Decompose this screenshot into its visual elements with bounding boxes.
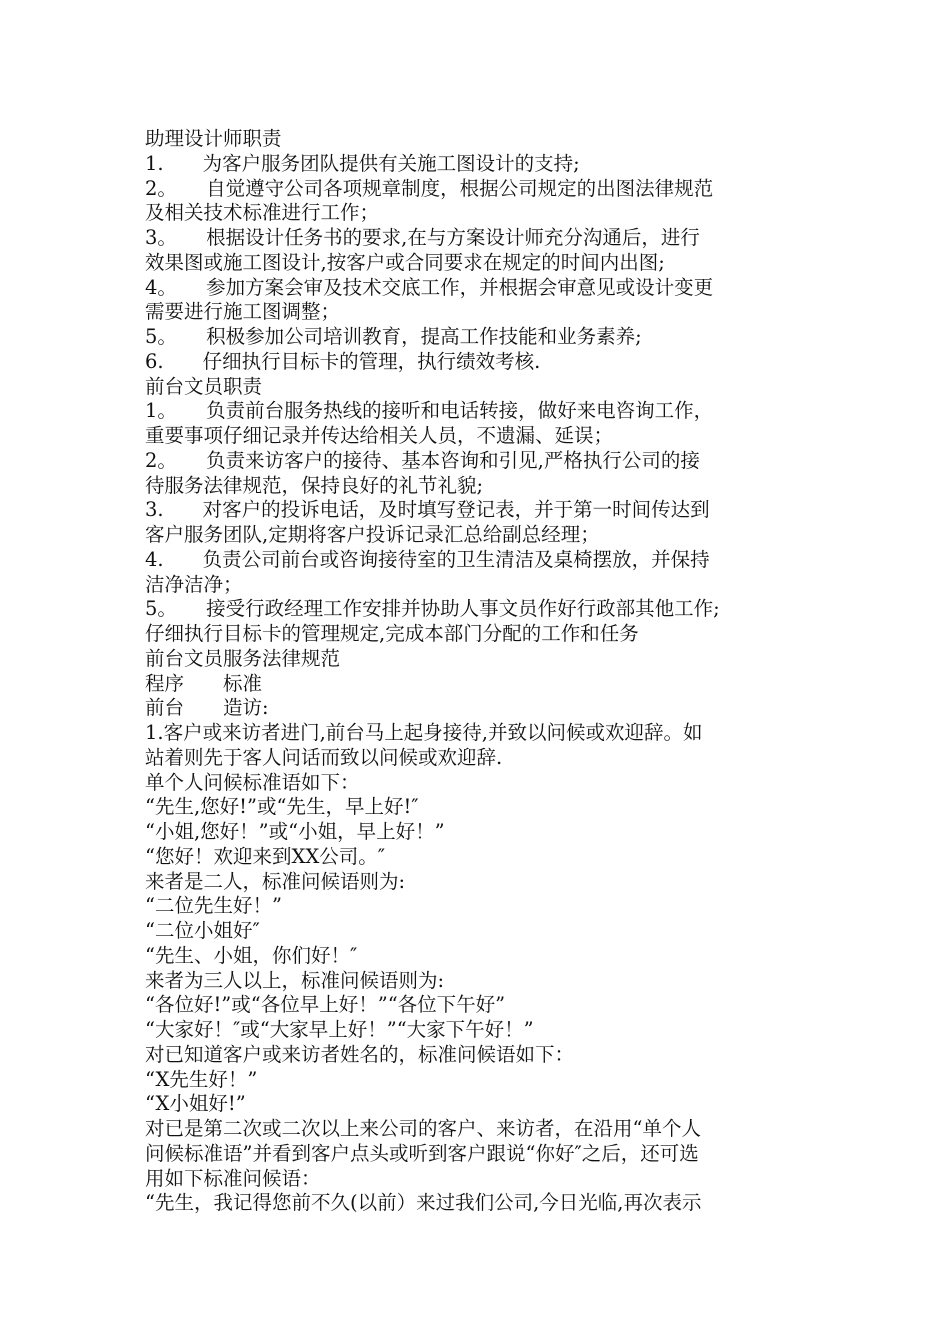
text-line: 仔细执行目标卡的管理规定,完成本部门分配的工作和任务	[145, 622, 639, 645]
text-line: 洁净洁净；	[145, 572, 243, 596]
text-line: 2。 负责来访客户的接待、基本咨询和引见,严格执行公司的接	[145, 448, 700, 472]
text-line: 2。 自觉遵守公司各项规章制度，根据公司规定的出图法律规范	[145, 176, 714, 200]
text-line: 站着则先于客人问话而致以问候或欢迎辞.	[145, 745, 503, 769]
text-line: “大家好！″或“大家早上好！”“大家下午好！”	[145, 1018, 534, 1041]
text-line: 来者是二人，标准问候语则为:	[145, 869, 406, 893]
text-line: 待服务法律规范，保持良好的礼节礼貌;	[145, 473, 484, 497]
text-line: 前台文员职责	[145, 374, 263, 398]
text-line: “X先生好！”	[145, 1067, 258, 1091]
text-line: 助理设计师职责	[145, 127, 282, 150]
text-line: 用如下标准问候语：	[145, 1166, 321, 1190]
text-line: 6. 仔细执行目标卡的管理，执行绩效考核.	[145, 349, 541, 373]
text-line: 单个人问候标准语如下：	[145, 770, 360, 794]
text-line: “先生，我记得您前不久(以前）来过我们公司,今日光临,再次表示	[145, 1191, 702, 1215]
document-body	[145, 127, 825, 1216]
text-line: 前台 造访:	[145, 696, 269, 720]
text-line: 1.客户或来访者进门,前台马上起身接待,并致以问候或欢迎辞。如	[145, 721, 703, 744]
text-line: “二位先生好！”	[145, 894, 282, 918]
text-line: 4。 参加方案会审及技术交底工作，并根据会审意见或设计变更	[145, 275, 714, 299]
text-line: 1. 为客户服务团队提供有关施工图设计的支持;	[145, 151, 580, 175]
text-line: “小姐,您好！”或“小姐，早上好！”	[145, 820, 445, 843]
text-line: 对已知道客户或来访者姓名的，标准问候语如下：	[145, 1042, 575, 1066]
text-line: “先生,您好!”或“先生，早上好!″	[145, 795, 419, 819]
text-line: “先生、小姐，你们好！″	[145, 943, 358, 967]
text-line: 3。 根据设计任务书的要求,在与方案设计师充分沟通后，进行	[145, 226, 700, 249]
text-line: 程序 标准	[145, 671, 263, 695]
text-line: 来者为三人以上，标准问候语则为:	[145, 968, 445, 992]
text-line: “您好！欢迎来到XX公司。″	[145, 844, 386, 868]
text-line: 对已是第二次或二次以上来公司的客户、来访者，在沿用“单个人	[145, 1117, 701, 1140]
text-line: “二位小姐好″	[145, 919, 260, 942]
text-line: 需要进行施工图调整；	[145, 300, 341, 324]
text-line: 3. 对客户的投诉电话，及时填写登记表，并于第一时间传达到	[145, 498, 710, 522]
text-line: 客户服务团队,定期将客户投诉记录汇总给副总经理；	[145, 523, 600, 546]
text-line: 重要事项仔细记录并传达给相关人员，不遗漏、延误；	[145, 424, 614, 447]
text-line: 及相关技术标准进行工作；	[145, 201, 380, 225]
text-line: “各位好!”或“各位早上好！”“各位下午好”	[145, 993, 506, 1017]
text-line: 效果图或施工图设计,按客户或合同要求在规定的时间内出图;	[145, 250, 665, 274]
text-line: 5。 接受行政经理工作安排并协助人事文员作好行政部其他工作;	[145, 597, 720, 621]
text-line: 前台文员服务法律规范	[145, 646, 341, 670]
text-line: 4. 负责公司前台或咨询接待室的卫生清洁及桌椅摆放，并保持	[145, 547, 710, 571]
text-line: 5。 积极参加公司培训教育，提高工作技能和业务素养;	[145, 325, 642, 348]
text-line: 问候标准语”并看到客户点头或听到客户跟说“你好″之后，还可选	[145, 1141, 699, 1165]
text-line: “X小姐好!”	[145, 1092, 246, 1116]
text-line: 1。 负责前台服务热线的接听和电话转接，做好来电咨询工作，	[145, 399, 714, 423]
